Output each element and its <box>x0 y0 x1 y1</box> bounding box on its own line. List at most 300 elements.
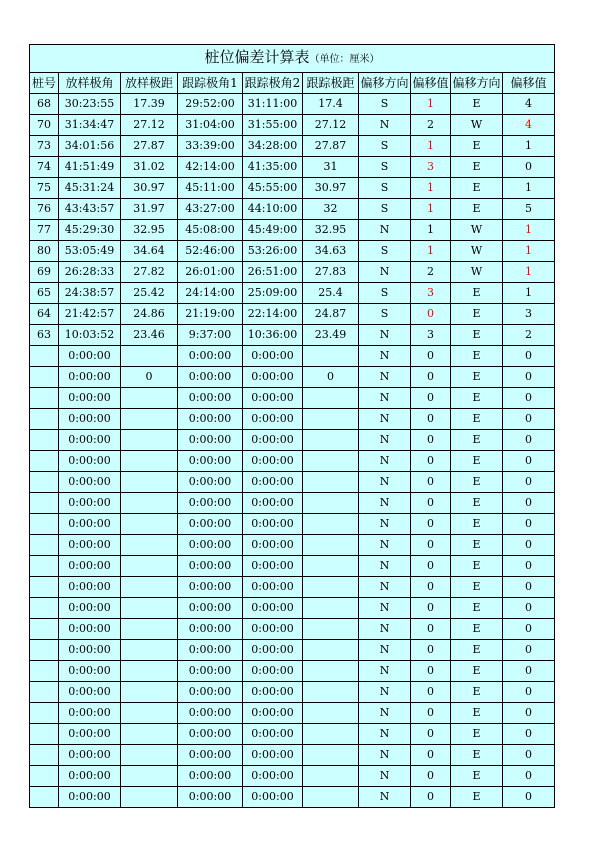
cell-track-angle-2[interactable]: 0:00:00 <box>243 556 303 577</box>
cell-track-distance[interactable] <box>303 514 359 535</box>
cell-offset-value-ew[interactable]: 0 <box>503 598 555 619</box>
cell-track-angle-1[interactable]: 0:00:00 <box>178 598 243 619</box>
cell-track-distance[interactable] <box>303 745 359 766</box>
cell-offset-value-ns[interactable]: 0 <box>411 304 451 325</box>
cell-track-angle-2[interactable]: 0:00:00 <box>243 367 303 388</box>
cell-offset-direction-ns[interactable]: N <box>359 661 411 682</box>
cell-offset-value-ns[interactable]: 3 <box>411 157 451 178</box>
cell-pile-no[interactable]: 63 <box>30 325 59 346</box>
cell-offset-value-ns[interactable]: 0 <box>411 619 451 640</box>
cell-track-distance[interactable]: 27.87 <box>303 136 359 157</box>
cell-layout-distance[interactable] <box>121 787 178 808</box>
cell-track-distance[interactable] <box>303 661 359 682</box>
cell-pile-no[interactable] <box>30 703 59 724</box>
header-pile-no[interactable]: 桩号 <box>30 73 59 94</box>
cell-offset-value-ns[interactable]: 1 <box>411 220 451 241</box>
cell-layout-angle[interactable]: 45:31:24 <box>59 178 121 199</box>
cell-layout-angle[interactable]: 0:00:00 <box>59 787 121 808</box>
cell-track-angle-1[interactable]: 0:00:00 <box>178 493 243 514</box>
cell-offset-value-ns[interactable]: 0 <box>411 451 451 472</box>
header-offset-value-ns[interactable]: 偏移值 <box>411 73 451 94</box>
cell-offset-value-ns[interactable]: 0 <box>411 430 451 451</box>
cell-layout-distance[interactable]: 24.86 <box>121 304 178 325</box>
cell-track-angle-1[interactable]: 33:39:00 <box>178 136 243 157</box>
cell-offset-direction-ns[interactable]: N <box>359 514 411 535</box>
cell-offset-direction-ns[interactable]: N <box>359 325 411 346</box>
cell-track-angle-2[interactable]: 0:00:00 <box>243 493 303 514</box>
cell-track-distance[interactable]: 17.4 <box>303 94 359 115</box>
cell-track-angle-1[interactable]: 0:00:00 <box>178 766 243 787</box>
cell-layout-distance[interactable] <box>121 661 178 682</box>
cell-pile-no[interactable] <box>30 787 59 808</box>
cell-offset-direction-ew[interactable]: E <box>451 325 503 346</box>
cell-track-angle-1[interactable]: 0:00:00 <box>178 619 243 640</box>
cell-track-angle-2[interactable]: 0:00:00 <box>243 640 303 661</box>
cell-pile-no[interactable]: 76 <box>30 199 59 220</box>
cell-track-angle-1[interactable]: 0:00:00 <box>178 388 243 409</box>
cell-track-distance[interactable] <box>303 430 359 451</box>
cell-track-angle-2[interactable]: 0:00:00 <box>243 661 303 682</box>
cell-offset-direction-ew[interactable]: E <box>451 535 503 556</box>
cell-track-distance[interactable]: 32.95 <box>303 220 359 241</box>
cell-offset-direction-ns[interactable]: N <box>359 556 411 577</box>
cell-offset-value-ns[interactable]: 1 <box>411 94 451 115</box>
cell-pile-no[interactable]: 80 <box>30 241 59 262</box>
cell-track-angle-2[interactable]: 0:00:00 <box>243 430 303 451</box>
cell-track-distance[interactable] <box>303 703 359 724</box>
cell-track-distance[interactable] <box>303 472 359 493</box>
cell-layout-distance[interactable] <box>121 388 178 409</box>
cell-layout-angle[interactable]: 0:00:00 <box>59 367 121 388</box>
cell-pile-no[interactable]: 73 <box>30 136 59 157</box>
cell-layout-angle[interactable]: 0:00:00 <box>59 514 121 535</box>
cell-pile-no[interactable] <box>30 472 59 493</box>
cell-track-angle-2[interactable]: 0:00:00 <box>243 724 303 745</box>
cell-offset-direction-ns[interactable]: N <box>359 619 411 640</box>
cell-track-angle-1[interactable]: 24:14:00 <box>178 283 243 304</box>
cell-track-angle-2[interactable]: 25:09:00 <box>243 283 303 304</box>
cell-pile-no[interactable] <box>30 619 59 640</box>
cell-offset-direction-ew[interactable]: E <box>451 745 503 766</box>
cell-offset-value-ns[interactable]: 0 <box>411 598 451 619</box>
cell-layout-angle[interactable]: 53:05:49 <box>59 241 121 262</box>
cell-track-distance[interactable] <box>303 409 359 430</box>
cell-layout-distance[interactable] <box>121 577 178 598</box>
cell-offset-value-ns[interactable]: 1 <box>411 136 451 157</box>
cell-offset-value-ew[interactable]: 0 <box>503 346 555 367</box>
cell-offset-direction-ns[interactable]: N <box>359 388 411 409</box>
cell-offset-direction-ns[interactable]: N <box>359 682 411 703</box>
cell-track-distance[interactable]: 25.4 <box>303 283 359 304</box>
cell-offset-value-ns[interactable]: 1 <box>411 178 451 199</box>
cell-track-distance[interactable] <box>303 388 359 409</box>
cell-track-angle-2[interactable]: 0:00:00 <box>243 514 303 535</box>
cell-offset-value-ew[interactable]: 0 <box>503 682 555 703</box>
cell-offset-value-ew[interactable]: 1 <box>503 241 555 262</box>
cell-offset-value-ew[interactable]: 0 <box>503 766 555 787</box>
cell-track-angle-2[interactable]: 0:00:00 <box>243 388 303 409</box>
cell-pile-no[interactable] <box>30 640 59 661</box>
cell-offset-direction-ns[interactable]: N <box>359 409 411 430</box>
cell-offset-direction-ns[interactable]: S <box>359 241 411 262</box>
cell-pile-no[interactable] <box>30 388 59 409</box>
cell-track-angle-2[interactable]: 0:00:00 <box>243 598 303 619</box>
cell-offset-direction-ew[interactable]: E <box>451 703 503 724</box>
cell-offset-direction-ew[interactable]: E <box>451 283 503 304</box>
cell-offset-direction-ew[interactable]: E <box>451 787 503 808</box>
cell-offset-value-ew[interactable]: 1 <box>503 178 555 199</box>
cell-offset-value-ew[interactable]: 0 <box>503 514 555 535</box>
cell-track-angle-1[interactable]: 0:00:00 <box>178 724 243 745</box>
cell-pile-no[interactable]: 70 <box>30 115 59 136</box>
cell-pile-no[interactable] <box>30 514 59 535</box>
cell-track-distance[interactable] <box>303 766 359 787</box>
cell-offset-direction-ew[interactable]: E <box>451 178 503 199</box>
cell-offset-direction-ew[interactable]: E <box>451 598 503 619</box>
cell-offset-value-ew[interactable]: 0 <box>503 577 555 598</box>
cell-track-angle-2[interactable]: 0:00:00 <box>243 619 303 640</box>
cell-offset-direction-ew[interactable]: E <box>451 640 503 661</box>
cell-offset-value-ew[interactable]: 4 <box>503 115 555 136</box>
cell-offset-direction-ns[interactable]: N <box>359 766 411 787</box>
cell-offset-value-ew[interactable]: 0 <box>503 451 555 472</box>
cell-pile-no[interactable] <box>30 451 59 472</box>
cell-track-angle-1[interactable]: 0:00:00 <box>178 451 243 472</box>
cell-track-angle-2[interactable]: 0:00:00 <box>243 745 303 766</box>
cell-offset-value-ew[interactable]: 0 <box>503 535 555 556</box>
cell-offset-direction-ns[interactable]: N <box>359 367 411 388</box>
cell-offset-direction-ns[interactable]: S <box>359 304 411 325</box>
cell-pile-no[interactable] <box>30 367 59 388</box>
cell-track-angle-1[interactable]: 9:37:00 <box>178 325 243 346</box>
cell-offset-value-ns[interactable]: 0 <box>411 787 451 808</box>
cell-offset-direction-ns[interactable]: N <box>359 724 411 745</box>
cell-offset-direction-ns[interactable]: S <box>359 178 411 199</box>
cell-offset-direction-ew[interactable]: E <box>451 430 503 451</box>
cell-offset-direction-ns[interactable]: N <box>359 598 411 619</box>
cell-offset-direction-ns[interactable]: S <box>359 283 411 304</box>
cell-track-distance[interactable]: 23.49 <box>303 325 359 346</box>
cell-layout-distance[interactable] <box>121 640 178 661</box>
cell-track-angle-2[interactable]: 0:00:00 <box>243 682 303 703</box>
cell-layout-angle[interactable]: 26:28:33 <box>59 262 121 283</box>
cell-track-angle-2[interactable]: 0:00:00 <box>243 787 303 808</box>
cell-pile-no[interactable] <box>30 661 59 682</box>
cell-layout-angle[interactable]: 0:00:00 <box>59 346 121 367</box>
cell-offset-direction-ew[interactable]: E <box>451 409 503 430</box>
cell-offset-direction-ns[interactable]: N <box>359 787 411 808</box>
cell-offset-direction-ew[interactable]: E <box>451 514 503 535</box>
cell-track-distance[interactable] <box>303 535 359 556</box>
cell-layout-distance[interactable] <box>121 409 178 430</box>
cell-layout-distance[interactable]: 25.42 <box>121 283 178 304</box>
cell-track-angle-1[interactable]: 45:08:00 <box>178 220 243 241</box>
cell-layout-angle[interactable]: 0:00:00 <box>59 724 121 745</box>
cell-track-angle-1[interactable]: 0:00:00 <box>178 514 243 535</box>
cell-track-angle-2[interactable]: 0:00:00 <box>243 472 303 493</box>
cell-offset-direction-ns[interactable]: N <box>359 640 411 661</box>
header-track-angle-1[interactable]: 跟踪极角1 <box>178 73 243 94</box>
cell-layout-angle[interactable]: 0:00:00 <box>59 766 121 787</box>
cell-offset-value-ns[interactable]: 0 <box>411 346 451 367</box>
cell-track-distance[interactable]: 30.97 <box>303 178 359 199</box>
cell-offset-value-ew[interactable]: 0 <box>503 367 555 388</box>
cell-track-distance[interactable]: 27.83 <box>303 262 359 283</box>
cell-offset-value-ns[interactable]: 1 <box>411 241 451 262</box>
cell-layout-distance[interactable]: 31.97 <box>121 199 178 220</box>
cell-offset-direction-ns[interactable]: S <box>359 199 411 220</box>
cell-track-distance[interactable] <box>303 619 359 640</box>
cell-track-angle-1[interactable]: 29:52:00 <box>178 94 243 115</box>
cell-pile-no[interactable] <box>30 724 59 745</box>
cell-pile-no[interactable] <box>30 409 59 430</box>
cell-track-distance[interactable] <box>303 682 359 703</box>
cell-layout-distance[interactable]: 0 <box>121 367 178 388</box>
cell-offset-direction-ew[interactable]: E <box>451 346 503 367</box>
cell-layout-angle[interactable]: 34:01:56 <box>59 136 121 157</box>
cell-track-angle-2[interactable]: 45:49:00 <box>243 220 303 241</box>
cell-track-angle-1[interactable]: 0:00:00 <box>178 409 243 430</box>
cell-offset-value-ns[interactable]: 0 <box>411 703 451 724</box>
cell-offset-direction-ew[interactable]: E <box>451 157 503 178</box>
cell-offset-value-ew[interactable]: 5 <box>503 199 555 220</box>
cell-track-angle-1[interactable]: 0:00:00 <box>178 640 243 661</box>
cell-layout-angle[interactable]: 0:00:00 <box>59 535 121 556</box>
cell-offset-value-ew[interactable]: 0 <box>503 409 555 430</box>
cell-track-angle-1[interactable]: 0:00:00 <box>178 556 243 577</box>
cell-offset-direction-ew[interactable]: E <box>451 661 503 682</box>
header-offset-value-ew[interactable]: 偏移值 <box>503 73 555 94</box>
cell-pile-no[interactable]: 65 <box>30 283 59 304</box>
header-offset-direction-ew[interactable]: 偏移方向 <box>451 73 503 94</box>
cell-layout-angle[interactable]: 0:00:00 <box>59 640 121 661</box>
cell-offset-value-ns[interactable]: 0 <box>411 661 451 682</box>
cell-pile-no[interactable] <box>30 430 59 451</box>
cell-layout-distance[interactable] <box>121 745 178 766</box>
cell-track-distance[interactable]: 32 <box>303 199 359 220</box>
cell-offset-direction-ns[interactable]: N <box>359 346 411 367</box>
cell-layout-distance[interactable] <box>121 451 178 472</box>
cell-offset-value-ns[interactable]: 0 <box>411 493 451 514</box>
cell-pile-no[interactable] <box>30 598 59 619</box>
cell-track-angle-1[interactable]: 26:01:00 <box>178 262 243 283</box>
cell-layout-distance[interactable] <box>121 346 178 367</box>
cell-track-angle-2[interactable]: 10:36:00 <box>243 325 303 346</box>
cell-offset-direction-ns[interactable]: N <box>359 577 411 598</box>
cell-offset-direction-ew[interactable]: E <box>451 766 503 787</box>
cell-pile-no[interactable]: 77 <box>30 220 59 241</box>
cell-offset-value-ns[interactable]: 0 <box>411 472 451 493</box>
cell-offset-value-ew[interactable]: 0 <box>503 430 555 451</box>
cell-track-distance[interactable] <box>303 577 359 598</box>
cell-track-angle-2[interactable]: 0:00:00 <box>243 577 303 598</box>
cell-layout-angle[interactable]: 0:00:00 <box>59 577 121 598</box>
cell-layout-distance[interactable] <box>121 682 178 703</box>
cell-layout-angle[interactable]: 0:00:00 <box>59 472 121 493</box>
cell-pile-no[interactable] <box>30 766 59 787</box>
cell-offset-value-ew[interactable]: 1 <box>503 220 555 241</box>
cell-layout-angle[interactable]: 0:00:00 <box>59 703 121 724</box>
cell-offset-value-ew[interactable]: 0 <box>503 640 555 661</box>
cell-offset-direction-ns[interactable]: N <box>359 115 411 136</box>
cell-offset-value-ew[interactable]: 0 <box>503 745 555 766</box>
cell-layout-angle[interactable]: 0:00:00 <box>59 430 121 451</box>
cell-offset-value-ns[interactable]: 1 <box>411 199 451 220</box>
cell-offset-direction-ew[interactable]: E <box>451 619 503 640</box>
cell-offset-direction-ew[interactable]: E <box>451 136 503 157</box>
cell-track-distance[interactable]: 34.63 <box>303 241 359 262</box>
cell-offset-direction-ns[interactable]: S <box>359 157 411 178</box>
cell-offset-value-ew[interactable]: 0 <box>503 157 555 178</box>
cell-offset-direction-ew[interactable]: W <box>451 262 503 283</box>
cell-offset-direction-ew[interactable]: E <box>451 493 503 514</box>
cell-offset-value-ew[interactable]: 0 <box>503 472 555 493</box>
cell-track-distance[interactable] <box>303 346 359 367</box>
cell-track-angle-1[interactable]: 0:00:00 <box>178 703 243 724</box>
cell-layout-distance[interactable]: 32.95 <box>121 220 178 241</box>
cell-track-angle-2[interactable]: 0:00:00 <box>243 766 303 787</box>
cell-layout-angle[interactable]: 0:00:00 <box>59 556 121 577</box>
cell-track-angle-1[interactable]: 21:19:00 <box>178 304 243 325</box>
cell-offset-direction-ew[interactable]: E <box>451 199 503 220</box>
cell-offset-value-ns[interactable]: 0 <box>411 724 451 745</box>
header-track-distance[interactable]: 跟踪极距 <box>303 73 359 94</box>
cell-track-distance[interactable]: 31 <box>303 157 359 178</box>
cell-layout-angle[interactable]: 0:00:00 <box>59 409 121 430</box>
cell-track-angle-1[interactable]: 0:00:00 <box>178 367 243 388</box>
cell-track-angle-1[interactable]: 0:00:00 <box>178 346 243 367</box>
cell-offset-direction-ew[interactable]: E <box>451 682 503 703</box>
header-layout-distance[interactable]: 放样极距 <box>121 73 178 94</box>
cell-offset-direction-ns[interactable]: N <box>359 262 411 283</box>
cell-layout-angle[interactable]: 41:51:49 <box>59 157 121 178</box>
cell-offset-value-ew[interactable]: 1 <box>503 136 555 157</box>
cell-layout-distance[interactable] <box>121 556 178 577</box>
cell-offset-value-ew[interactable]: 0 <box>503 661 555 682</box>
cell-track-distance[interactable] <box>303 640 359 661</box>
cell-offset-value-ns[interactable]: 0 <box>411 514 451 535</box>
cell-track-angle-2[interactable]: 31:11:00 <box>243 94 303 115</box>
cell-layout-distance[interactable] <box>121 430 178 451</box>
cell-layout-distance[interactable] <box>121 598 178 619</box>
cell-layout-distance[interactable] <box>121 703 178 724</box>
cell-offset-direction-ns[interactable]: S <box>359 94 411 115</box>
cell-offset-value-ew[interactable]: 0 <box>503 619 555 640</box>
cell-offset-direction-ew[interactable]: E <box>451 556 503 577</box>
cell-offset-direction-ew[interactable]: E <box>451 367 503 388</box>
cell-offset-value-ew[interactable]: 4 <box>503 94 555 115</box>
cell-offset-direction-ew[interactable]: W <box>451 115 503 136</box>
cell-offset-direction-ns[interactable]: N <box>359 472 411 493</box>
cell-track-angle-1[interactable]: 31:04:00 <box>178 115 243 136</box>
cell-layout-distance[interactable]: 30.97 <box>121 178 178 199</box>
cell-layout-angle[interactable]: 0:00:00 <box>59 493 121 514</box>
cell-offset-value-ns[interactable]: 3 <box>411 283 451 304</box>
cell-layout-distance[interactable]: 34.64 <box>121 241 178 262</box>
cell-offset-direction-ew[interactable]: E <box>451 304 503 325</box>
cell-pile-no[interactable]: 75 <box>30 178 59 199</box>
cell-offset-value-ns[interactable]: 0 <box>411 766 451 787</box>
cell-track-angle-2[interactable]: 26:51:00 <box>243 262 303 283</box>
cell-pile-no[interactable] <box>30 556 59 577</box>
cell-track-angle-2[interactable]: 34:28:00 <box>243 136 303 157</box>
cell-layout-angle[interactable]: 0:00:00 <box>59 661 121 682</box>
cell-layout-angle[interactable]: 24:38:57 <box>59 283 121 304</box>
cell-pile-no[interactable]: 74 <box>30 157 59 178</box>
cell-pile-no[interactable] <box>30 535 59 556</box>
cell-pile-no[interactable] <box>30 577 59 598</box>
cell-layout-distance[interactable]: 27.12 <box>121 115 178 136</box>
cell-offset-direction-ns[interactable]: N <box>359 703 411 724</box>
cell-offset-direction-ns[interactable]: N <box>359 430 411 451</box>
cell-pile-no[interactable]: 69 <box>30 262 59 283</box>
cell-track-angle-1[interactable]: 0:00:00 <box>178 682 243 703</box>
cell-layout-angle[interactable]: 31:34:47 <box>59 115 121 136</box>
cell-offset-value-ns[interactable]: 2 <box>411 262 451 283</box>
cell-track-distance[interactable] <box>303 724 359 745</box>
cell-pile-no[interactable] <box>30 493 59 514</box>
cell-track-angle-2[interactable]: 53:26:00 <box>243 241 303 262</box>
cell-track-angle-2[interactable]: 0:00:00 <box>243 451 303 472</box>
cell-pile-no[interactable]: 64 <box>30 304 59 325</box>
cell-offset-value-ew[interactable]: 0 <box>503 388 555 409</box>
cell-layout-angle[interactable]: 10:03:52 <box>59 325 121 346</box>
cell-track-angle-2[interactable]: 0:00:00 <box>243 346 303 367</box>
cell-offset-direction-ew[interactable]: E <box>451 451 503 472</box>
cell-track-angle-2[interactable]: 31:55:00 <box>243 115 303 136</box>
cell-layout-distance[interactable]: 23.46 <box>121 325 178 346</box>
cell-offset-value-ns[interactable]: 0 <box>411 745 451 766</box>
cell-offset-direction-ew[interactable]: E <box>451 94 503 115</box>
cell-offset-value-ns[interactable]: 0 <box>411 556 451 577</box>
cell-pile-no[interactable] <box>30 682 59 703</box>
cell-track-angle-2[interactable]: 0:00:00 <box>243 703 303 724</box>
cell-track-angle-1[interactable]: 0:00:00 <box>178 472 243 493</box>
cell-offset-value-ns[interactable]: 0 <box>411 682 451 703</box>
cell-offset-value-ew[interactable]: 3 <box>503 304 555 325</box>
cell-layout-angle[interactable]: 43:43:57 <box>59 199 121 220</box>
cell-track-angle-1[interactable]: 42:14:00 <box>178 157 243 178</box>
cell-pile-no[interactable] <box>30 745 59 766</box>
cell-offset-value-ew[interactable]: 1 <box>503 262 555 283</box>
cell-track-angle-2[interactable]: 0:00:00 <box>243 409 303 430</box>
cell-layout-distance[interactable]: 17.39 <box>121 94 178 115</box>
cell-layout-distance[interactable]: 31.02 <box>121 157 178 178</box>
cell-offset-value-ns[interactable]: 0 <box>411 409 451 430</box>
cell-track-angle-2[interactable]: 22:14:00 <box>243 304 303 325</box>
cell-track-angle-2[interactable]: 0:00:00 <box>243 535 303 556</box>
cell-offset-direction-ns[interactable]: S <box>359 136 411 157</box>
cell-offset-value-ns[interactable]: 0 <box>411 577 451 598</box>
header-offset-direction-ns[interactable]: 偏移方向 <box>359 73 411 94</box>
cell-layout-distance[interactable]: 27.87 <box>121 136 178 157</box>
cell-offset-value-ns[interactable]: 2 <box>411 115 451 136</box>
cell-track-angle-1[interactable]: 43:27:00 <box>178 199 243 220</box>
cell-layout-distance[interactable] <box>121 472 178 493</box>
cell-offset-direction-ns[interactable]: N <box>359 535 411 556</box>
cell-layout-angle[interactable]: 21:42:57 <box>59 304 121 325</box>
cell-track-angle-1[interactable]: 52:46:00 <box>178 241 243 262</box>
cell-layout-angle[interactable]: 30:23:55 <box>59 94 121 115</box>
cell-offset-direction-ew[interactable]: E <box>451 472 503 493</box>
cell-offset-direction-ew[interactable]: W <box>451 220 503 241</box>
cell-track-angle-1[interactable]: 0:00:00 <box>178 787 243 808</box>
cell-offset-direction-ew[interactable]: E <box>451 388 503 409</box>
cell-offset-value-ew[interactable]: 2 <box>503 325 555 346</box>
cell-layout-distance[interactable] <box>121 766 178 787</box>
cell-offset-value-ew[interactable]: 0 <box>503 724 555 745</box>
cell-offset-value-ew[interactable]: 0 <box>503 703 555 724</box>
